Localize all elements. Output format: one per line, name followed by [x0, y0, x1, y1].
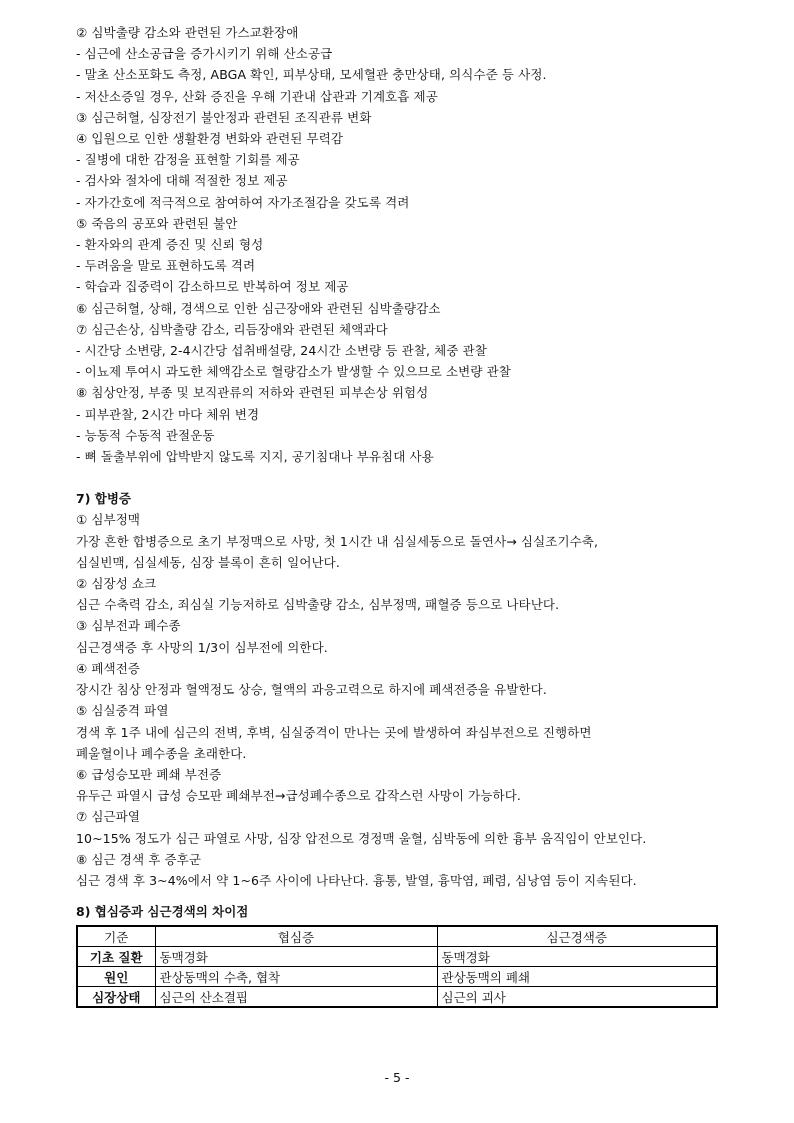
text-line: ① 심부정맥: [76, 512, 141, 528]
table-cell: 동맥경화: [155, 947, 437, 967]
text-line: 심근 수축력 감소, 죄심실 기능저하로 심박출량 감소, 심부정맥, 패혈증 등으로 나타난다.: [76, 597, 560, 613]
page-number: - 5 -: [384, 1070, 410, 1085]
comparison-table: [76, 925, 718, 1008]
column-header: 협심증: [155, 926, 437, 947]
table-cell: 심근의 산소결핍: [155, 987, 437, 1008]
table-row: [77, 967, 717, 987]
nursing-diagnosis-list: [76, 22, 716, 467]
text-line: ② 심장성 쇼크: [76, 576, 157, 592]
table-row: [77, 987, 717, 1008]
text-line: - 질병에 대한 감정을 표현할 기회를 제공: [76, 152, 300, 168]
text-line: ③ 심부전과 폐수종: [76, 618, 181, 634]
table-cell: 관상동맥의 폐쇄: [437, 967, 717, 987]
text-line: ④ 폐색전증: [76, 660, 141, 676]
text-line: ⑤ 심실중격 파열: [76, 703, 169, 719]
complications-section: [76, 488, 716, 891]
text-line: - 자가간호에 적극적으로 참여하여 자가조절감을 갖도록 격려: [76, 194, 410, 210]
row-header: 원인: [77, 967, 155, 987]
text-line: ⑥ 심근허혈, 상해, 경색으로 인한 심근장애와 관련된 심박출량감소: [76, 300, 441, 316]
text-line: 심실빈맥, 심실세동, 심장 블록이 흔히 일어난다.: [76, 554, 340, 570]
text-line: ③ 심근허혈, 심장전기 불안정과 관련된 조직관류 변화: [76, 109, 372, 125]
text-line: 10~15% 정도가 심근 파열로 사망, 심장 압전으로 경정맥 울혈, 심박동에 의한 흉부 움직임이 안보인다.: [76, 830, 647, 846]
text-line: - 뼈 돌출부위에 압박받지 않도록 지지, 공기침대나 부유침대 사용: [76, 449, 434, 465]
text-line: 장시간 침상 안정과 혈액정도 상승, 혈액의 과응고력으로 하지에 폐색전증을 유발한다.: [76, 682, 547, 698]
text-line: - 저산소증일 경우, 산화 증진을 우해 기관내 삽관과 기계호흡 제공: [76, 88, 438, 104]
text-line: - 말초 산소포화도 측정, ABGA 확인, 피부상태, 모세혈관 충만상태, 의식수준 등 사정.: [76, 67, 547, 83]
table-cell: 동맥경화: [437, 947, 717, 967]
text-line: - 이뇨제 투여시 과도한 체액감소로 혈량감소가 발생할 수 있으므로 소변량 관찰: [76, 364, 511, 380]
text-line: ⑧ 침상안정, 부종 및 보직관류의 저하와 관련된 피부손상 위험성: [76, 385, 429, 401]
text-line: - 능동적 수동적 관절운동: [76, 427, 215, 443]
text-line: ⑦ 심근파열: [76, 809, 141, 825]
text-line: ⑧ 심근 경색 후 증후군: [76, 851, 201, 867]
text-line: - 검사와 절차에 대해 적절한 정보 제공: [76, 173, 288, 189]
column-header: 기준: [77, 926, 155, 947]
table-row: [77, 947, 717, 967]
text-line: - 시간당 소변량, 2-4시간당 섭취배설량, 24시간 소변량 등 관찰, 체중 관찰: [76, 343, 487, 359]
text-line: 폐울혈이나 폐수종을 초래한다.: [76, 745, 247, 761]
table-cell: 심근의 괴사: [437, 987, 717, 1008]
text-line: 심근경색증 후 사망의 1/3이 심부전에 의한다.: [76, 639, 328, 655]
text-line: ⑤ 죽음의 공포와 관련된 불안: [76, 215, 238, 231]
text-line: ② 심박출량 감소와 관련된 가스교환장애: [76, 25, 299, 40]
section-heading: 8) 협심증과 심근경색의 차이점: [76, 904, 249, 920]
text-line: - 피부관찰, 2시간 마다 체위 변경: [76, 406, 260, 422]
text-line: - 두려움을 말로 표현하도록 격려: [76, 258, 256, 274]
document-page: [76, 22, 716, 1008]
text-line: - 심근에 산소공급을 증가시키기 위해 산소공급: [76, 46, 333, 62]
section-heading: 7) 합병증: [76, 491, 131, 507]
text-line: ⑦ 심근손상, 심박출량 감소, 리듬장애와 관련된 체액과다: [76, 321, 388, 337]
row-header: 기초 질환: [77, 947, 155, 967]
column-header: 심근경색증: [437, 926, 717, 947]
text-line: 유두근 파열시 급성 승모판 폐쇄부전→급성폐수종으로 갑작스런 사망이 가능하다.: [76, 788, 521, 804]
text-line: ④ 입원으로 인한 생활환경 변화와 관련된 무력감: [76, 131, 344, 147]
text-line: - 학습과 집중력이 감소하므로 반복하여 정보 제공: [76, 279, 349, 295]
row-header: 심장상태: [77, 987, 155, 1008]
text-line: ⑥ 급성승모판 폐쇄 부전증: [76, 766, 222, 782]
text-line: - 환자와의 관계 증진 및 신뢰 형성: [76, 237, 264, 253]
text-line: 경색 후 1주 내에 심근의 전벽, 후벽, 심실중격이 만나는 곳에 발생하여 좌심부전으로 진행하면: [76, 724, 592, 740]
text-line: 심근 경색 후 3~4%에서 약 1~6주 사이에 나타난다. 흉통, 발열, 흉막염, 폐렴, 심낭염 등이 지속된다.: [76, 872, 637, 888]
table-header-row: [77, 926, 717, 947]
text-line: 가장 흔한 합병증으로 초기 부정맥으로 사망, 첫 1시간 내 심실세동으로 돌연사→ 심실조기수축,: [76, 533, 599, 549]
table-cell: 관상동맥의 수축, 협착: [155, 967, 437, 987]
comparison-section: [76, 901, 716, 1008]
